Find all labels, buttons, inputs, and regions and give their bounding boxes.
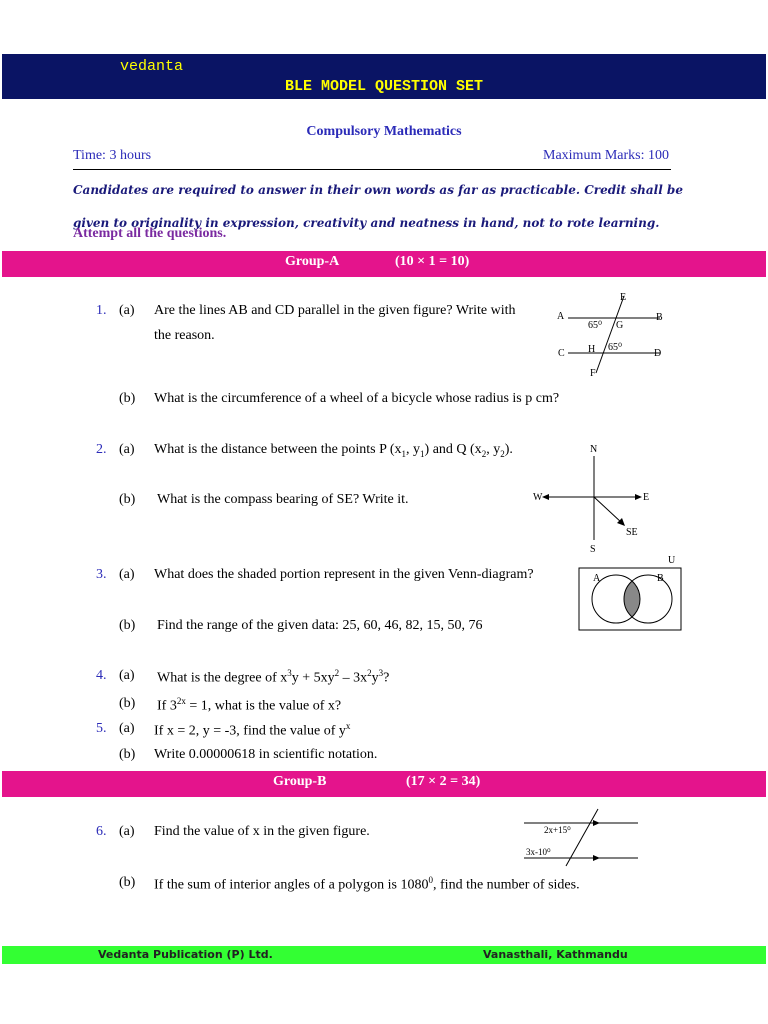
page-title: BLE MODEL QUESTION SET <box>284 78 484 95</box>
compass-s: S <box>590 544 596 555</box>
group-b-name: Group-B <box>273 774 327 789</box>
compass-figure <box>530 440 660 558</box>
q5b-text: Write 0.00000618 in scientific notation. <box>154 747 378 762</box>
time-label: Time: 3 hours <box>73 148 152 163</box>
fig1-label-c: C <box>558 348 565 359</box>
group-b-band <box>2 771 766 797</box>
q5b-label: (b) <box>119 747 136 762</box>
fig1-label-h: H <box>588 344 596 355</box>
venn-u: U <box>668 555 676 566</box>
fig1-label-e: E <box>620 292 627 303</box>
compass-n: N <box>590 444 598 455</box>
fig1-label-b: B <box>656 312 663 323</box>
fig1-label-d: D <box>654 348 662 359</box>
q3b-label: (b) <box>119 618 136 633</box>
q1b-label: (b) <box>119 391 136 406</box>
q6-number: 6. <box>96 824 107 839</box>
group-b-marks: (17 × 2 = 34) <box>406 774 481 789</box>
q2a-label: (a) <box>119 442 135 457</box>
fig6-angle-2: 3x-10⁰ <box>526 847 551 857</box>
group-a-marks: (10 × 1 = 10) <box>395 254 470 269</box>
subject-title: Compulsory Mathematics <box>306 124 462 139</box>
group-a-name: Group-A <box>285 254 340 269</box>
group-a-band <box>2 251 766 277</box>
venn-a: A <box>593 573 601 584</box>
q1a-text: Are the lines AB and CD parallel in the given figure? Write with the reason. <box>154 303 516 343</box>
q3a-text: What does the shaded portion represent in the given Venn-diagram? <box>154 567 534 582</box>
q5a-label: (a) <box>119 721 135 736</box>
parallel-lines-figure <box>550 288 680 380</box>
fig1-label-a: A <box>557 311 565 322</box>
fig1-label-f: F <box>590 368 596 379</box>
venn-b: B <box>657 573 664 584</box>
q3a-label: (a) <box>119 567 135 582</box>
q5-number: 5. <box>96 721 107 736</box>
compass-e: E <box>643 492 650 503</box>
q6b-text: If the sum of interior angles of a polygon is 1080$^0$, find the number of sides. <box>154 875 580 893</box>
q1a-label: (a) <box>119 303 135 318</box>
footer-bar <box>2 946 766 964</box>
q4-number: 4. <box>96 668 107 683</box>
q2b-text: What is the compass bearing of SE? Write it. <box>157 492 409 507</box>
q6a-label: (a) <box>119 824 135 839</box>
q4a-label: (a) <box>119 668 135 683</box>
q1b-text: What is the circumference of a wheel of a bicycle whose radius is p cm? <box>154 391 560 406</box>
fig1-label-g: G <box>616 320 624 331</box>
venn-diagram <box>576 553 684 633</box>
q1-number: 1. <box>96 303 107 318</box>
max-marks-label: Maximum Marks: 100 <box>543 148 669 163</box>
q4a-text: What is the degree of $x^3y + 5xy^2 - 3x^2y^3$? <box>157 668 390 686</box>
attempt-note: Attempt all the questions. <box>73 226 227 241</box>
q2b-label: (b) <box>119 492 136 507</box>
fig1-angle-2: 65⁰ <box>608 342 623 353</box>
transversal-figure <box>520 806 645 868</box>
q3-number: 3. <box>96 567 107 582</box>
compass-w: W <box>533 492 543 503</box>
q2a-text: What is the distance between the points P ($x_1$, $y_1$) and Q ($x_2$, $y_2$). <box>154 442 513 459</box>
fig6-angle-1: 2x+15⁰ <box>544 825 571 835</box>
q6a-text: Find the value of x in the given figure. <box>154 824 370 839</box>
q3b-text: Find the range of the given data: 25, 60, 46, 82, 15, 50, 76 <box>157 618 483 633</box>
footer-publisher: Vedanta Publication (P) Ltd. <box>98 948 273 961</box>
q2-number: 2. <box>96 442 107 457</box>
fig1-angle-1: 65⁰ <box>588 320 603 331</box>
q6b-label: (b) <box>119 875 136 890</box>
q5a-text: If x = 2, y = -3, find the value of $y^x$ <box>154 721 351 739</box>
divider <box>73 169 671 170</box>
compass-se: SE <box>626 527 638 538</box>
header-banner <box>2 54 766 99</box>
q4b-text: If $3^{2x} = 1$, what is the value of x? <box>157 696 342 714</box>
footer-location: Vanasthali, Kathmandu <box>483 948 628 961</box>
q4b-label: (b) <box>119 696 136 711</box>
brand-name: vedanta <box>120 58 184 75</box>
instructions: Candidates are required to answer in their own words as far as practicable. Credit shall be given to originality in expression, creativity and neatness in hand, not to rote learning. <box>73 183 683 230</box>
